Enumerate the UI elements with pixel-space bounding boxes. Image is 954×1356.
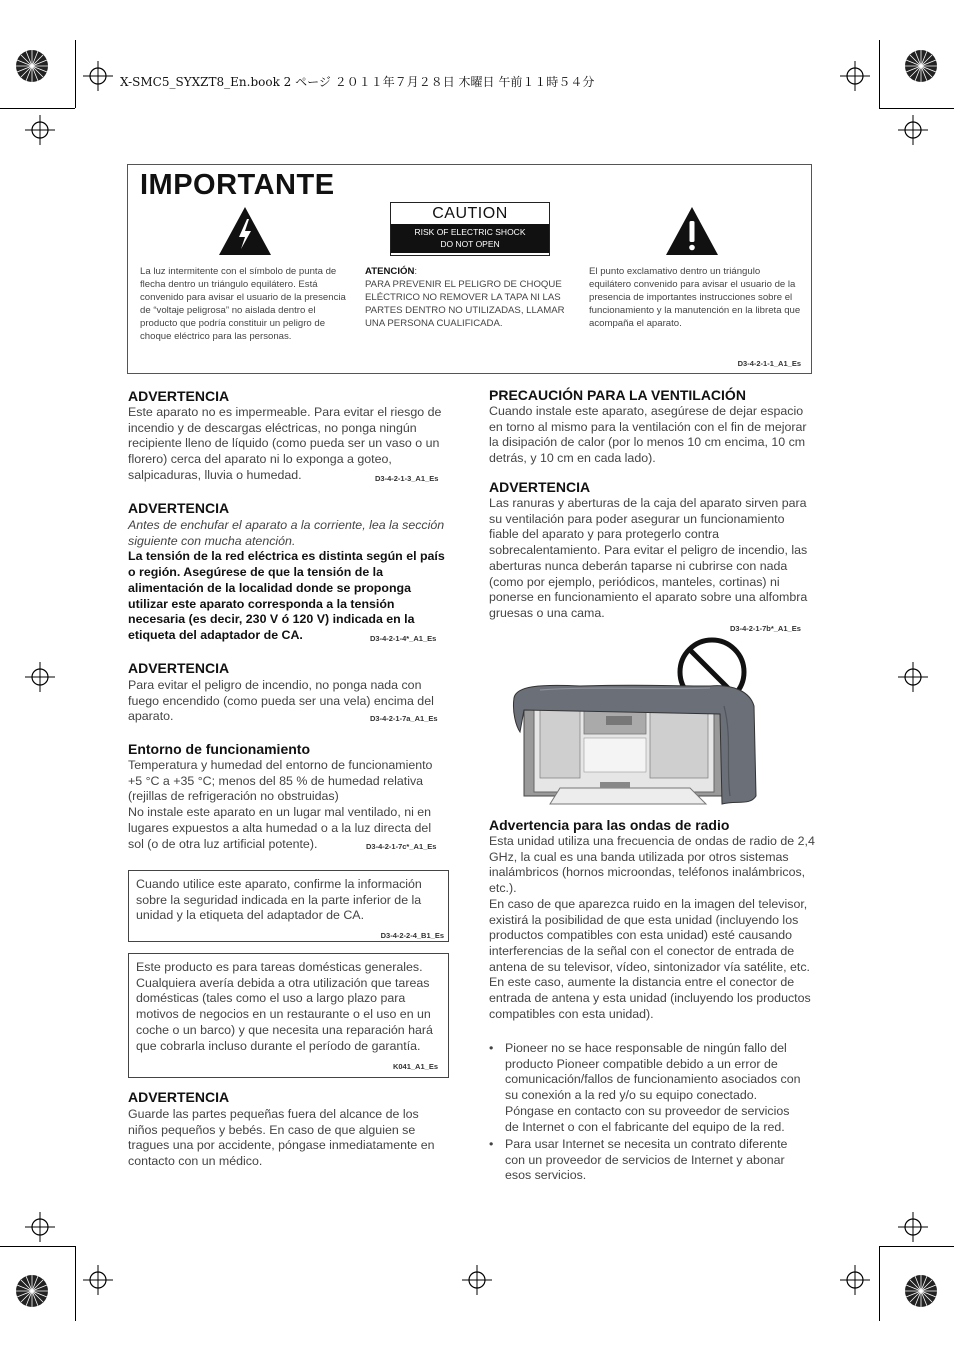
- section-heading: Advertencia para las ondas de radio: [489, 817, 730, 833]
- registration-mark-icon: [83, 61, 113, 91]
- info-box: [128, 953, 449, 1078]
- crop-mark: [879, 108, 954, 109]
- section-body: Esta unidad utiliza una frecuencia de ondas de radio de 2,4 GHz, la cual es una banda utilizada por otros sistemas inalámbricos (hornos microondas, teléfonos inalámbricos, etc.).: [489, 834, 815, 896]
- section-body: Temperatura y humedad del entorno de funcionamiento +5 °C a +35 °C; menos del 85 % de humedad relativa (rejillas de refrigeración no obstruidas): [128, 758, 433, 804]
- section-body: En este caso, aumente la distancia entre el conector de entrada de antena y esta unidad (incluyendo los productos compatibles con esta unidad).: [489, 975, 811, 1021]
- section-body: Las ranuras y aberturas de la caja del aparato sirven para su ventilación para poder asegurar un funcionamiento fiable del aparato y para protegerlo contra sobrecalentamiento. Para evitar el peligro de incendio, las aberturas nunca deberán taparse ni cubrirse con nada (como por ejemplo, periódicos, manteles, cortinas) ni ponerse en funcionamiento el aparato sobre una alfombra gruesas o una cama.: [489, 496, 808, 620]
- section-text: [489, 496, 811, 622]
- list-item-text: Pioneer no se hace responsable de ningún fallo del producto Pioneer compatible debido a un error de comunicación/fallos de funcionamiento asociados con su conexión a la red y/o su equipo conectado. Póngase en contacto con su proveedor de servicios de Internet o con el fabricante del equipo de la red.: [505, 1041, 801, 1134]
- section-body: Guarde las partes pequeñas fuera del alcance de los niños pequeños y bebés. En caso de que alguien se tragues una por accidente, póngase inmediatamente en contacto con un médico.: [128, 1107, 435, 1169]
- info-box-text: Este producto es para tareas domésticas generales. Cualquiera avería debida a otra utilización que tareas domésticas (tales como el uso a largo plazo para motivos de negocios en un restaurante o el uso en un coche o un barco) y que necesita una reparación hará que cobrarla incluso durante el período de garantía.: [136, 960, 433, 1053]
- covered-device-illustration: [510, 636, 760, 812]
- exclamation-description: El punto exclamativo dentro un triángulo equilátero convenido para avisar el usuario de la presencia de importantes instrucciones sobre el funcionamiento y la manutención en la libreta que acompaña el aparato.: [589, 266, 801, 329]
- bullet-dot: •: [489, 1041, 494, 1055]
- section-bold: La tensión de la red eléctrica es distinta según el país o región. Asegúrese de que la tensión de la alimentación de la localidad donde se proponga utilizar este aparato corresponda a la tensión necesaria (es decir, 230 V ó 120 V) indicada en la etiqueta del adaptador de CA.: [128, 549, 445, 642]
- registration-mark-icon: [462, 1265, 492, 1295]
- registration-mark-icon: [840, 1265, 870, 1295]
- caution-description-text: PARA PREVENIR EL PELIGRO DE CHOQUE ELÉCTRICO NO REMOVER LA TAPA NI LAS PARTES DENTRO NO UTILIZADAS, LLAMAR UNA PERSONA CUALIFICADA.: [365, 279, 565, 329]
- starburst-mark-icon: [14, 48, 50, 84]
- registration-mark-icon: [25, 1212, 55, 1242]
- doc-code: D3-4-2-1-7c*_A1_Es: [366, 842, 437, 851]
- starburst-mark-icon: [903, 1273, 939, 1309]
- section-heading: ADVERTENCIA: [128, 500, 230, 516]
- section-heading: PRECAUCIÓN PARA LA VENTILACIÓN: [489, 387, 746, 403]
- doc-code: D3-4-2-1-7a_A1_Es: [370, 714, 438, 723]
- doc-code: K041_A1_Es: [392, 1062, 438, 1071]
- section-text: [128, 518, 450, 644]
- bullet-dot: •: [489, 1137, 494, 1151]
- caution-label: [390, 202, 550, 256]
- section-heading: ADVERTENCIA: [128, 660, 230, 676]
- registration-mark-icon: [898, 115, 928, 145]
- doc-code: D3-4-2-1-4*_A1_Es: [370, 634, 437, 643]
- info-box: [128, 870, 449, 942]
- section-body: Para evitar el peligro de incendio, no ponga nada con fuego encendido (como pueda ser una vela) encima del aparato.: [128, 678, 434, 724]
- important-title: IMPORTANTE: [140, 169, 335, 201]
- section-body: No instale este aparato en un lugar mal ventilado, ni en lugares expuestos a alta humedad o a la luz directa del sol (o de otra luz artificial potente).: [128, 805, 432, 851]
- list-item: [489, 1137, 805, 1184]
- exclamation-warning-icon: [664, 205, 720, 257]
- registration-mark-icon: [83, 1265, 113, 1295]
- lightning-warning-icon: [217, 205, 273, 257]
- info-box-text: Cuando utilice este aparato, confirme la información sobre la seguridad indicada en la parte inferior de la unidad y la etiqueta del adaptador de CA.: [136, 877, 422, 923]
- crop-mark: [0, 108, 75, 109]
- doc-code: D3-4-2-1-3_A1_Es: [375, 474, 439, 483]
- caution-description: [365, 265, 577, 330]
- section-italic: Antes de enchufar el aparato a la corriente, lea la sección siguiente con mucha atención.: [128, 518, 445, 548]
- section-text: [128, 758, 450, 852]
- registration-mark-icon: [898, 1212, 928, 1242]
- caution-word: CAUTION: [432, 205, 508, 222]
- caution-band-line: RISK OF ELECTRIC SHOCK: [414, 227, 526, 237]
- section-text: [489, 404, 811, 467]
- starburst-mark-icon: [14, 1273, 50, 1309]
- registration-mark-icon: [840, 61, 870, 91]
- starburst-mark-icon: [903, 48, 939, 84]
- crop-mark: [879, 1246, 954, 1247]
- section-text: [489, 834, 821, 1022]
- crop-mark: [75, 40, 76, 108]
- lightning-description: La luz intermitente con el símbolo de punta de flecha dentro un triángulo equilátero. Está convenido para avisar el usuario de la presencia de “voltaje peligrosa” no aislada dentro el producto que podría constituir un peligro de choque eléctrico para las personas.: [140, 266, 346, 342]
- section-text: [128, 405, 450, 484]
- caution-band-line: DO NOT OPEN: [440, 239, 500, 249]
- registration-mark-icon: [25, 662, 55, 692]
- crop-mark: [0, 1246, 75, 1247]
- print-header: X-SMC5_SYXZT8_En.book 2 ページ ２０１１年７月２８日 木曜日 午前１１時５４分: [120, 75, 595, 89]
- caution-band: [391, 224, 549, 253]
- doc-code: D3-4-2-1-7b*_A1_Es: [730, 624, 801, 633]
- section-heading: ADVERTENCIA: [489, 479, 591, 495]
- crop-mark: [75, 1246, 76, 1321]
- registration-mark-icon: [25, 115, 55, 145]
- crop-mark: [879, 40, 880, 108]
- section-heading: Entorno de funcionamiento: [128, 741, 310, 757]
- doc-code: D3-4-2-2-4_B1_Es: [380, 931, 444, 940]
- section-body: En caso de que aparezca ruido en la imagen del televisor, existirá la posibilidad de que esta unidad (incluyendo los productos compatibles con esta unidad) esté causando interferencias de la señal con el conector de entrada de antena de su televisor, vídeo, sintonizador vía satélite, etc.: [489, 896, 810, 974]
- list-item: [489, 1041, 805, 1135]
- crop-mark: [879, 1246, 880, 1321]
- section-heading: ADVERTENCIA: [128, 388, 230, 404]
- registration-mark-icon: [898, 662, 928, 692]
- caution-description-colon: :: [414, 266, 418, 277]
- important-box: [127, 164, 812, 374]
- section-heading: ADVERTENCIA: [128, 1089, 230, 1105]
- section-body: Cuando instale este aparato, asegúrese de dejar espacio en torno al mismo para la ventilación con el fin de mejorar la disipación de calor (por lo menos 10 cm encima, 10 cm detrás, y 10 cm en cada lado).: [489, 404, 807, 466]
- caution-description-label: ATENCIÓN: [365, 266, 415, 277]
- doc-code: D3-4-2-1-1_A1_Es: [737, 359, 801, 368]
- list-item-text: Para usar Internet se necesita un contrato diferente con un proveedor de servicios de Internet y abonar esos servicios.: [505, 1137, 788, 1183]
- section-body: Este aparato no es impermeable. Para evitar el riesgo de incendio y de descargas eléctricas, no ponga ningún recipiente lleno de líquido (como pueda ser un vaso o un florero) cerca del aparato ni lo exponga a goteo, salpicaduras, lluvia o humedad.: [128, 405, 442, 482]
- section-text: [128, 1107, 450, 1170]
